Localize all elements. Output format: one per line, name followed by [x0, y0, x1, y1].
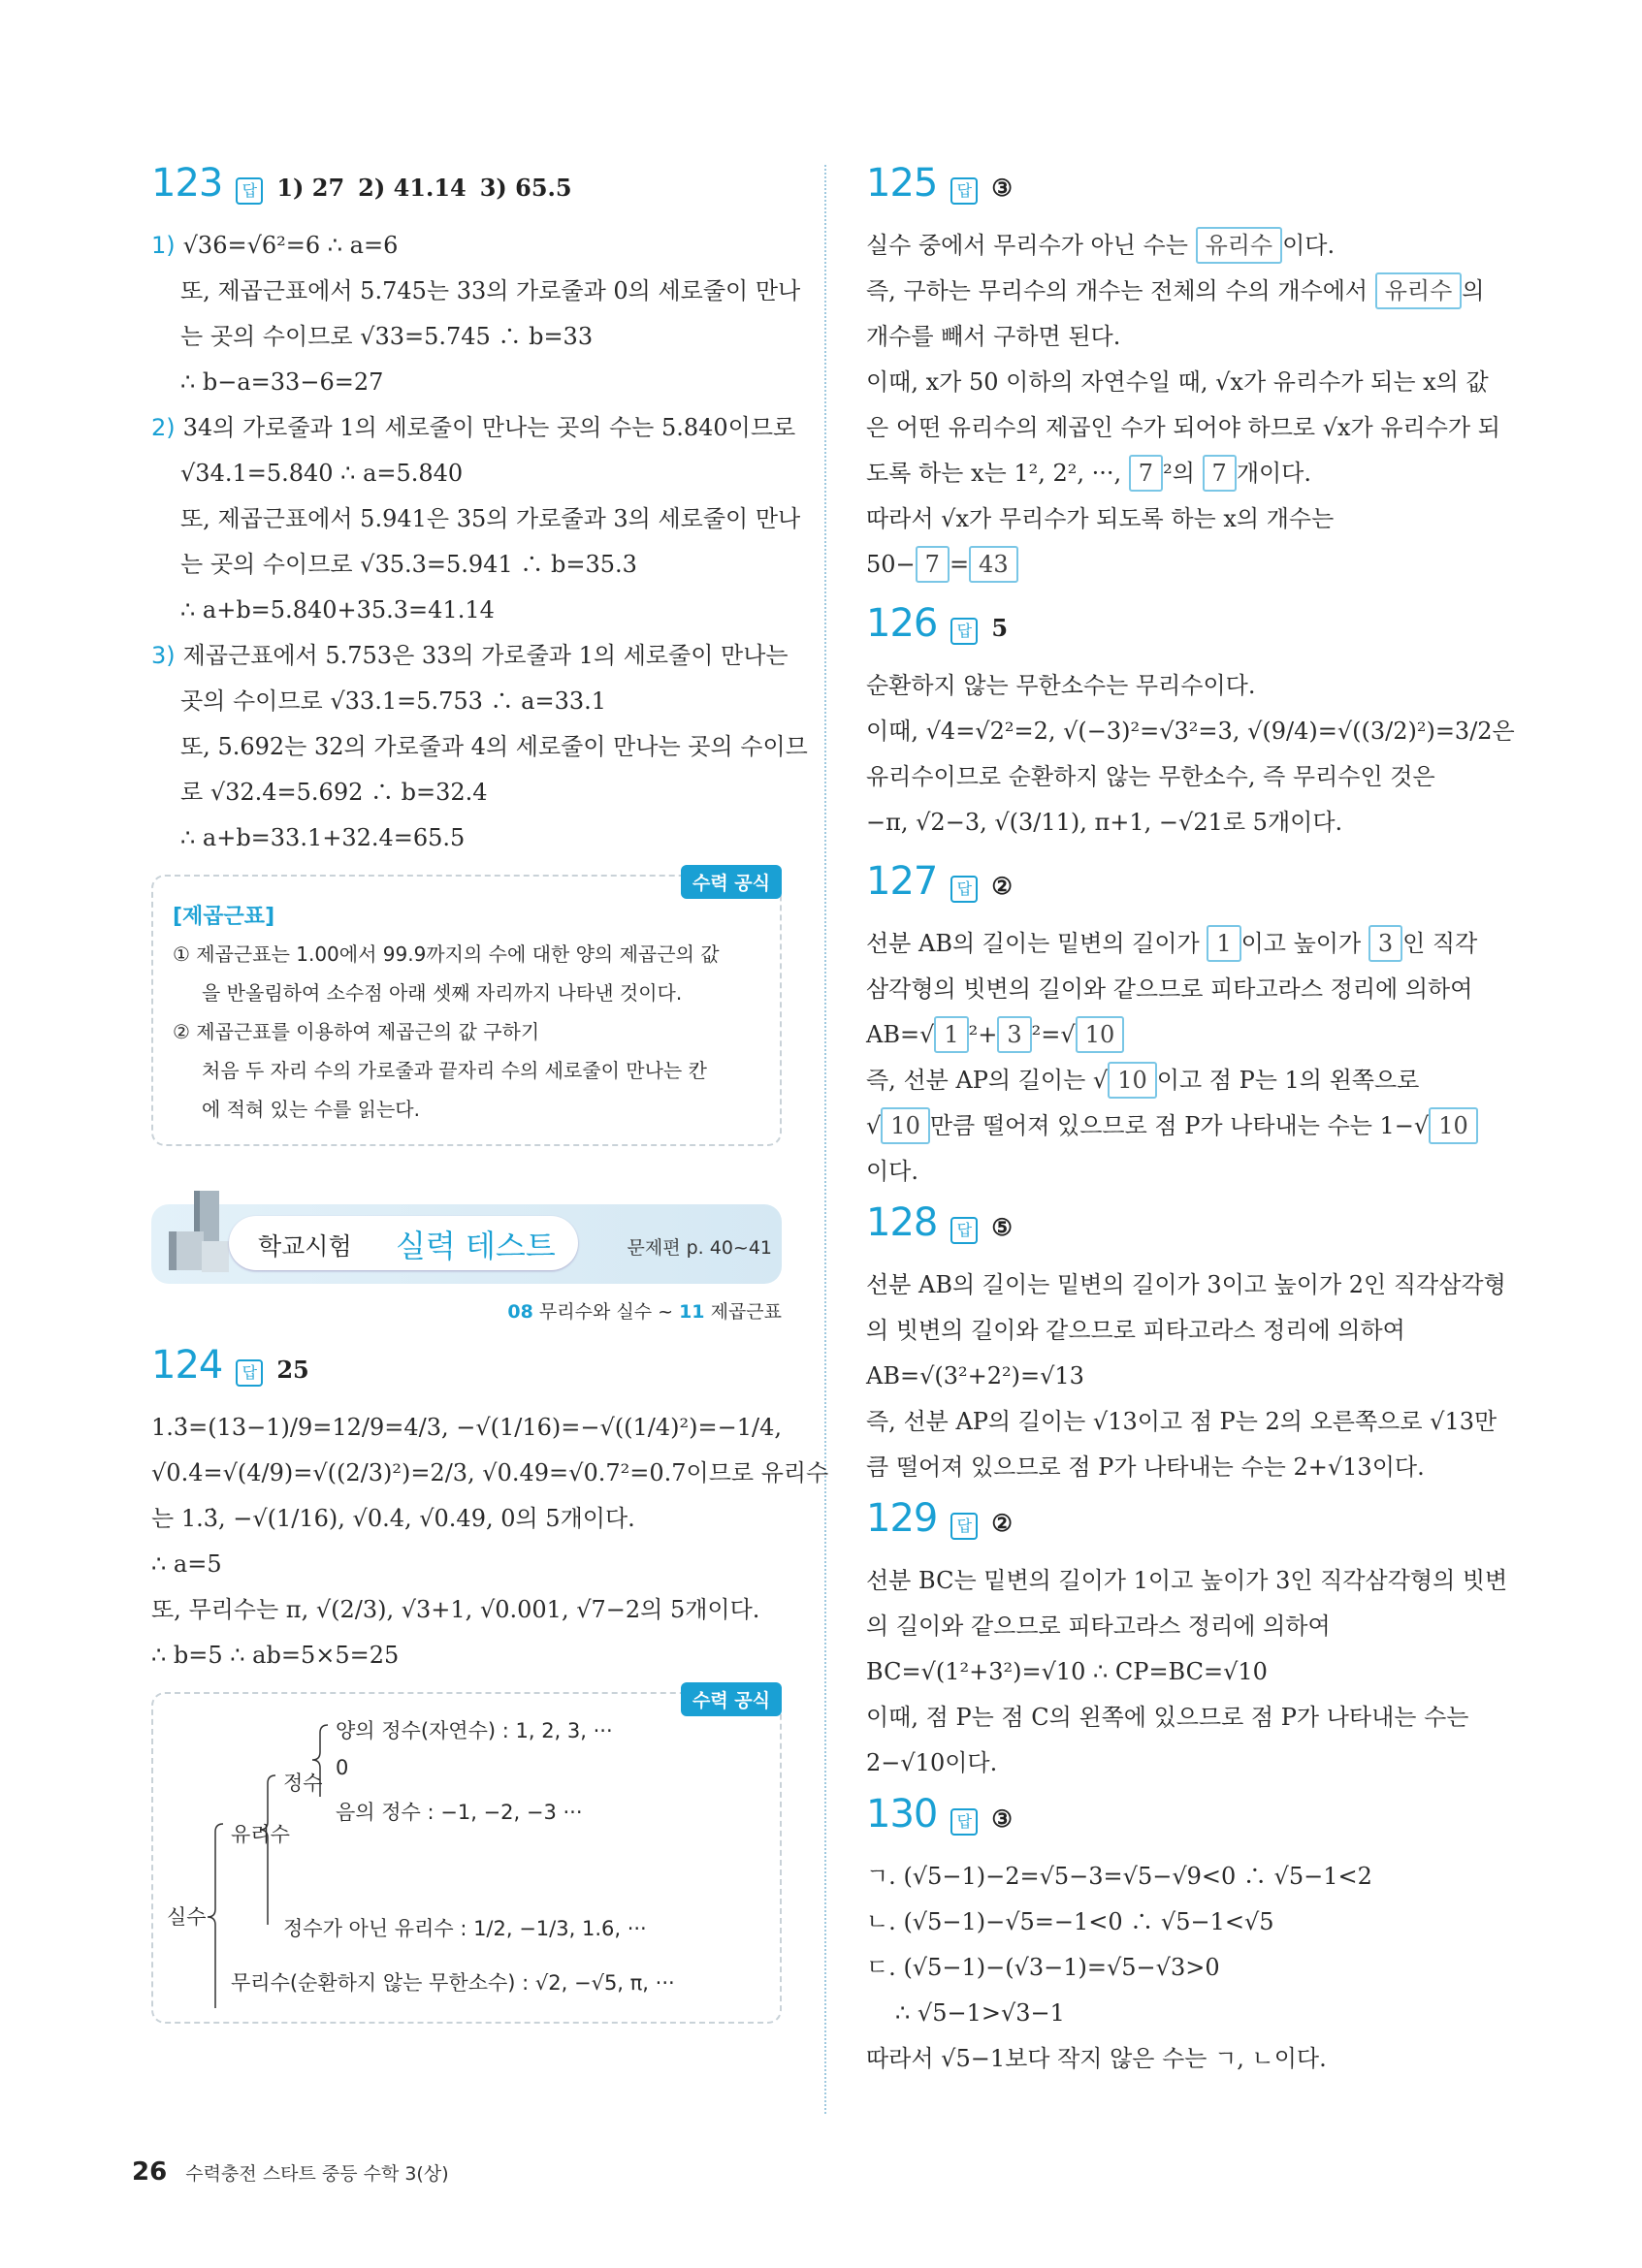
solution-line: 따라서 √5−1보다 작지 않은 수는 ㄱ, ㄴ이다.: [866, 2045, 1327, 2072]
solution-line: 곳의 수이므로 √33.1=5.753 ∴ a=33.1: [180, 687, 607, 715]
tree-brackets: [163, 1708, 764, 2008]
solution-line: ㄱ. (√5−1)−2=√5−3=√5−√9<0 ∴ √5−1<2: [866, 1863, 1372, 1890]
formula-box-real-numbers: [151, 1692, 782, 2024]
formula-box-square-root-table: [151, 875, 782, 1146]
solution-line: ∴ a+b=5.840+35.3=41.14: [180, 596, 495, 623]
answer: ⑤: [991, 1213, 1013, 1241]
problem-125-header: [866, 161, 1497, 223]
solution-line: √34.1=5.840 ∴ a=5.840: [180, 460, 464, 487]
solution-line: 실수 중에서 무리수가 아닌 수는 유리수 이다.: [866, 223, 1497, 269]
solution-line: ∴ b−a=33−6=27: [180, 368, 384, 396]
solution-line: 순환하지 않는 무한소수는 무리수이다.: [866, 672, 1256, 699]
answer-badge: 답: [236, 1359, 263, 1387]
page-number: 26: [132, 2157, 168, 2187]
problem-127-header: [866, 859, 1497, 921]
label-integer: 정수: [283, 1772, 323, 1795]
unit-range: 08 무리수와 실수 ~ 11 제곱근표: [507, 1301, 782, 1323]
problem-number: 125: [866, 161, 938, 206]
solution-line: 2) 34의 가로줄과 1의 세로줄이 만나는 곳의 수는 5.840이므로: [151, 414, 796, 441]
section-banner: [151, 1204, 782, 1284]
solution-line: 의 빗변의 길이와 같으므로 피타고라스 정리에 의하여: [866, 1317, 1405, 1344]
banner-title-school: 학교시험: [258, 1232, 352, 1261]
solution-line: BC=√(1²+3²)=√10 ∴ CP=BC=√10: [866, 1658, 1268, 1685]
solution-line: 즉, 구하는 무리수의 개수는 전체의 수의 개수에서 유리수 의: [866, 269, 1497, 314]
solution-line: ㄷ. (√5−1)−(√3−1)=√5−√3>0: [866, 1954, 1220, 1981]
answer-box: 7: [1129, 455, 1163, 492]
answer: 5: [991, 614, 1009, 642]
problem-126-header: [866, 601, 1497, 663]
solution-line: 또, 제곱근표에서 5.745는 33의 가로줄과 0의 세로줄이 만나: [180, 277, 801, 304]
answer: ②: [991, 1509, 1013, 1537]
solution-line: 2−√10이다.: [866, 1749, 998, 1776]
solution-line: 개수를 빼서 구하면 된다.: [866, 323, 1121, 350]
answer-2: 2) 41.14: [358, 174, 467, 202]
problem-number: 130: [866, 1792, 938, 1837]
problem-130-header: [866, 1792, 1497, 1854]
solution-line: 큼 떨어져 있으므로 점 P가 나타내는 수는 2+√13이다.: [866, 1453, 1425, 1481]
problem-number: 126: [866, 601, 938, 646]
answer-box: 1: [934, 1016, 968, 1053]
problem-128-header: [866, 1200, 1497, 1262]
solution-line: 삼각형의 빗변의 길이와 같으므로 피타고라스 정리에 의하여: [866, 975, 1473, 1003]
solution-line: 선분 AB의 길이는 밑변의 길이가 3이고 높이가 2인 직각삼각형: [866, 1271, 1506, 1298]
solution-line: 는 곳의 수이므로 √33=5.745 ∴ b=33: [180, 323, 594, 350]
solution-line: 이때, x가 50 이하의 자연수일 때, √x가 유리수가 되는 x의 값: [866, 368, 1489, 396]
answer-box: 10: [1108, 1062, 1157, 1099]
label-zero: 0: [336, 1756, 349, 1779]
problem-123-header: [151, 161, 782, 223]
solution-line: ∴ a+b=33.1+32.4=65.5: [180, 824, 466, 851]
formula-tag: 수력 공식: [681, 865, 782, 899]
formula-title: [제곱근표]: [173, 905, 275, 929]
book-title: 수력충전 스타트 중등 수학 3(상): [185, 2163, 449, 2185]
solution-line: 이다.: [866, 1158, 918, 1185]
solution-line: AB=√(3²+2²)=√13: [866, 1362, 1084, 1390]
solution-line: 즉, 선분 AP의 길이는 √ 10 이고 점 P는 1의 왼쪽으로: [866, 1058, 1497, 1103]
answer-box: 43: [969, 546, 1018, 583]
answer-box: 7: [916, 546, 950, 583]
formula-line: 처음 두 자리 수의 가로줄과 끝자리 수의 세로줄이 만나는 칸: [202, 1059, 707, 1082]
solution-line: ∴ √5−1>√3−1: [895, 1999, 1065, 2027]
answer-box: 10: [881, 1107, 930, 1144]
solution-line: √0.4̇=√(4/9)=√((2/3)²)=2/3, √0.49=√0.7²=0.7이므로 유리수: [151, 1459, 829, 1486]
answer-box: 3: [997, 1016, 1031, 1053]
problem-124-header: [151, 1343, 782, 1405]
solution-line: 는 곳의 수이므로 √35.3=5.941 ∴ b=35.3: [180, 551, 637, 578]
answer-box: 유리수: [1196, 227, 1283, 264]
solution-line: 이때, √4=√2²=2, √(−3)²=√3²=3, √(9/4)=√((3/2)²)=3/2은: [866, 718, 1515, 745]
answer-3: 3) 65.5: [479, 174, 572, 202]
solution-line: 유리수이므로 순환하지 않는 무한소수, 즉 무리수인 것은: [866, 763, 1435, 790]
answer: ②: [991, 872, 1013, 900]
cube-icon: [157, 1185, 235, 1282]
formula-line: ② 제곱근표를 이용하여 제곱근의 값 구하기: [173, 1020, 540, 1043]
label-rational: 유리수: [231, 1823, 290, 1846]
problem-number: 124: [151, 1343, 223, 1388]
problem-number: 128: [866, 1200, 938, 1245]
formula-tag: 수력 공식: [681, 1682, 782, 1716]
answer-badge: 답: [950, 1513, 978, 1540]
solution-line: AB=√ 1 ²+ 3 ²=√ 10: [866, 1012, 1497, 1058]
answer-box: 10: [1429, 1107, 1478, 1144]
solution-line: 또, 무리수는 π, √(2/3), √3+1, √0.001, √7−2의 5개이다.: [151, 1596, 760, 1623]
banner-title-test: 실력 테스트: [396, 1228, 556, 1264]
answer: ③: [991, 174, 1013, 202]
solution-line: 로 √32.4=5.692 ∴ b=32.4: [180, 779, 488, 806]
solution-line: 50− 7 = 43: [866, 542, 1497, 588]
answer-box: 10: [1076, 1016, 1125, 1053]
answer-badge: 답: [950, 1808, 978, 1836]
solution-line: 1.3̇=(13−1)/9=12/9=4/3, −√(1/16)=−√((1/4)²)=−1/4,: [151, 1414, 782, 1441]
answer-box: 1: [1207, 925, 1240, 962]
solution-line: 즉, 선분 AP의 길이는 √13이고 점 P는 2의 오른쪽으로 √13만: [866, 1408, 1497, 1435]
formula-line: 을 반올림하여 소수점 아래 셋째 자리까지 나타낸 것이다.: [202, 981, 683, 1005]
solution-line: 이때, 점 P는 점 C의 왼쪽에 있으므로 점 P가 나타내는 수는: [866, 1704, 1469, 1731]
page-footer: [132, 2157, 449, 2187]
solution-line: 는 1.3̇, −√(1/16), √0.4̇, √0.49, 0의 5개이다.: [151, 1505, 635, 1532]
solution-line: √ 10 만큼 떨어져 있으므로 점 P가 나타내는 수는 1−√ 10: [866, 1103, 1497, 1149]
answer: ③: [991, 1805, 1013, 1833]
answer-badge: 답: [950, 177, 978, 205]
answer-badge: 답: [236, 177, 263, 205]
right-column: [866, 155, 1515, 2082]
number-classification-tree: [163, 1708, 770, 2008]
solution-line: 은 어떤 유리수의 제곱인 수가 되어야 하므로 √x가 유리수가 되: [866, 414, 1500, 441]
solution-line: 도록 하는 x는 1², 2², ···, 7 ²의 7 개이다.: [866, 451, 1497, 496]
label-non-integer-rational: 정수가 아닌 유리수 : 1/2, −1/3, 1.6, ···: [283, 1917, 647, 1940]
solution-line: 3) 제곱근표에서 5.753은 33의 가로줄과 1의 세로줄이 만나는: [151, 642, 789, 669]
formula-line: ① 제곱근표는 1.00에서 99.9까지의 수에 대한 양의 제곱근의 값: [173, 942, 720, 966]
problem-129-header: [866, 1496, 1497, 1558]
label-irrational: 무리수(순환하지 않는 무한소수) : √2, −√5, π, ···: [231, 1971, 675, 1995]
solution-line: 또, 5.692는 32의 가로줄과 4의 세로줄이 만나는 곳의 수이므: [180, 733, 808, 760]
answer-1: 1) 27: [276, 174, 345, 202]
label-positive-integer: 양의 정수(자연수) : 1, 2, 3, ···: [336, 1719, 613, 1742]
formula-line: 에 적혀 있는 수를 읽는다.: [202, 1098, 420, 1121]
label-real: 실수: [167, 1905, 207, 1929]
solution-line: 또, 제곱근표에서 5.941은 35의 가로줄과 3의 세로줄이 만나: [180, 505, 801, 532]
solution-line: 선분 AB의 길이는 밑변의 길이가 1 이고 높이가 3 인 직각: [866, 921, 1497, 967]
solution-line: 의 길이와 같으므로 피타고라스 정리에 의하여: [866, 1613, 1331, 1640]
solution-line: 1) √36=√6²=6 ∴ a=6: [151, 232, 399, 259]
answer-badge: 답: [950, 618, 978, 645]
banner-page-ref: 문제편 p. 40~41: [627, 1237, 772, 1259]
column-divider: [824, 165, 826, 2114]
label-negative-integer: 음의 정수 : −1, −2, −3 ···: [336, 1801, 583, 1824]
answer-badge: 답: [950, 876, 978, 903]
problem-number: 123: [151, 161, 223, 206]
left-column: [151, 155, 829, 2033]
solution-line: −π, √2−3, √(3/11), π+1, −√21로 5개이다.: [866, 809, 1343, 836]
answer: 25: [276, 1356, 309, 1384]
answer-box: 3: [1368, 925, 1402, 962]
answer-badge: 답: [950, 1217, 978, 1244]
solution-line: ∴ b=5 ∴ ab=5×5=25: [151, 1642, 400, 1669]
problem-number: 127: [866, 859, 938, 904]
answer-box: 7: [1203, 455, 1237, 492]
solution-line: ㄴ. (√5−1)−√5=−1<0 ∴ √5−1<√5: [866, 1908, 1274, 1935]
answer-box: 유리수: [1375, 272, 1463, 309]
solution-line: 따라서 √x가 무리수가 되도록 하는 x의 개수는: [866, 505, 1335, 532]
problem-number: 129: [866, 1496, 938, 1541]
solution-line: 선분 BC는 밑변의 길이가 1이고 높이가 3인 직각삼각형의 빗변: [866, 1567, 1508, 1594]
solution-line: ∴ a=5: [151, 1550, 222, 1578]
